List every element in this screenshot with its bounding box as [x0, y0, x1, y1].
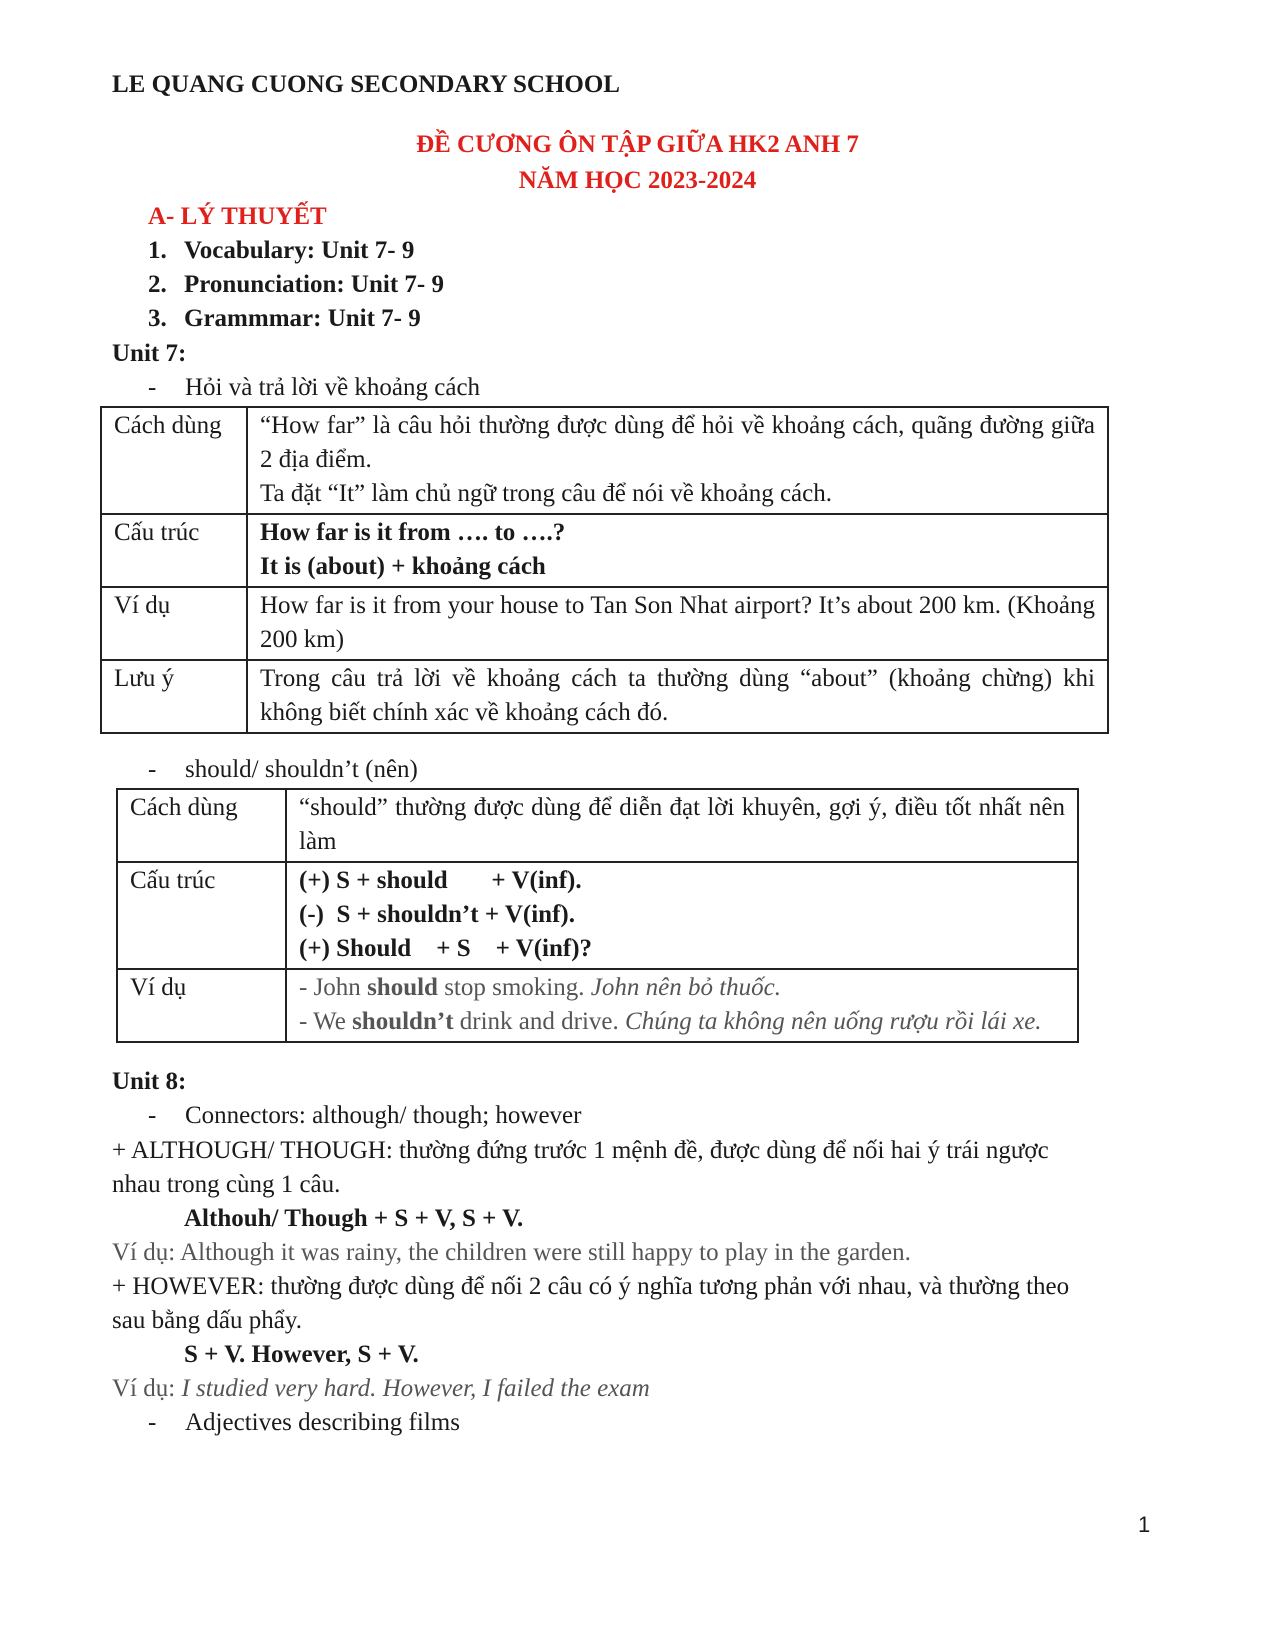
example-text: - John [299, 974, 368, 1001]
table-row [101, 407, 1108, 514]
example-translation: Chúng ta không nên uống rượu rồi lái xe. [625, 1008, 1042, 1035]
row-label: Cấu trúc [101, 514, 247, 587]
bullet-text: should/ shouldn’t (nên) [185, 756, 418, 783]
structure-line: How far is it from …. to ….? [260, 519, 566, 546]
row-content [247, 514, 1108, 587]
section-a-heading: A- LÝ THUYẾT [148, 203, 327, 230]
although-formula: Althouh/ Though + S + V, S + V. [184, 1205, 524, 1232]
example-keyword: shouldn’t [352, 1008, 454, 1035]
topic-number: 2. [148, 271, 167, 298]
page-number: 1 [1138, 1512, 1151, 1537]
unit8-bullet-connectors [148, 1099, 581, 1133]
topic-item [148, 302, 421, 336]
although-description: + ALTHOUGH/ THOUGH: thường đứng trước 1 mệnh đề, được dùng để nối hai ý trái ngược [112, 1137, 1049, 1164]
however-description-cont: sau bằng dấu phẩy. [112, 1307, 302, 1334]
structure-line: (-) S + shouldn’t + V(inf). [299, 901, 575, 928]
bullet-dash: - [148, 1409, 157, 1436]
structure-line: (+) S + should + V(inf). [299, 867, 582, 894]
topic-item [148, 268, 444, 302]
row-label: Cách dùng [101, 407, 247, 514]
structure-line: (+) Should + S + V(inf)? [299, 935, 593, 962]
topic-number: 3. [148, 305, 167, 332]
table-row [101, 514, 1108, 587]
bullet-dash: - [148, 374, 157, 401]
usage-text: “How far” là câu hỏi thường được dùng để hỏi về khoảng cách, quãng đường giữa 2 địa điểm. [260, 412, 1095, 473]
however-formula: S + V. However, S + V. [184, 1341, 419, 1368]
structure-line: It is (about) + khoảng cách [260, 553, 546, 580]
unit7-bullet-distance [148, 371, 480, 405]
school-name: LE QUANG CUONG SECONDARY SCHOOL [112, 71, 620, 98]
example-text: - We [299, 1008, 353, 1035]
example-translation: John nên bỏ thuốc. [590, 974, 781, 1001]
topic-text: Pronunciation: Unit 7- 9 [184, 271, 444, 298]
row-label: Lưu ý [101, 660, 247, 733]
bullet-dash: - [148, 1102, 157, 1129]
unit7-heading: Unit 7: [112, 340, 187, 367]
example-text: stop smoking. [437, 974, 591, 1001]
table-row [117, 969, 1078, 1042]
table-row [101, 660, 1108, 733]
example-line [299, 971, 1065, 1005]
although-example: Ví dụ: Although it was rainy, the children were still happy to play in the garden. [112, 1239, 911, 1266]
unit7-bullet-should [148, 753, 418, 787]
example-text: drink and drive. [453, 1008, 626, 1035]
table-row [117, 862, 1078, 969]
example-label: Ví dụ: [112, 1375, 182, 1402]
table-row [101, 587, 1108, 660]
bullet-dash: - [148, 756, 157, 783]
should-table [116, 788, 1079, 1043]
example-line [299, 1005, 1065, 1039]
row-content [286, 862, 1078, 969]
although-description-cont: nhau trong cùng 1 câu. [112, 1171, 341, 1198]
row-content: “should” thường được dùng để diễn đạt lời khuyên, gợi ý, điều tốt nhất nên làm [286, 789, 1078, 862]
however-description: + HOWEVER: thường được dùng để nối 2 câu có ý nghĩa tương phản với nhau, và thường theo [112, 1273, 1070, 1300]
unit8-heading: Unit 8: [112, 1068, 187, 1095]
row-label: Cấu trúc [117, 862, 286, 969]
topic-text: Vocabulary: Unit 7- 9 [184, 237, 415, 264]
bullet-text: Connectors: although/ though; however [185, 1102, 582, 1129]
row-label: Ví dụ [101, 587, 247, 660]
bullet-text: Hỏi và trả lời về khoảng cách [185, 374, 481, 401]
table-row [117, 789, 1078, 862]
row-label: Cách dùng [117, 789, 286, 862]
document-title: ĐỀ CƯƠNG ÔN TẬP GIỮA HK2 ANH 7 [416, 131, 859, 158]
usage-text: Ta đặt “It” làm chủ ngữ trong câu để nói về khoảng cách. [260, 480, 832, 507]
school-year: NĂM HỌC 2023-2024 [518, 167, 757, 194]
row-content [247, 407, 1108, 514]
topic-text: Grammmar: Unit 7- 9 [184, 305, 421, 332]
example-keyword: should [367, 974, 438, 1001]
topic-number: 1. [148, 237, 167, 264]
unit8-bullet-adjectives [148, 1406, 460, 1440]
row-content: How far is it from your house to Tan Son Nhat airport? It’s about 200 km. (Khoảng 200 km) [247, 587, 1108, 660]
example-text: I studied very hard. However, I failed the exam [181, 1375, 650, 1402]
row-label: Ví dụ [117, 969, 286, 1042]
bullet-text: Adjectives describing films [185, 1409, 460, 1436]
row-content [286, 969, 1078, 1042]
however-example [112, 1372, 650, 1406]
row-content: Trong câu trả lời về khoảng cách ta thường dùng “about” (khoảng chừng) khi không biết chính xác về khoảng cách đó. [247, 660, 1108, 733]
how-far-table [100, 406, 1109, 734]
topic-item [148, 234, 414, 268]
